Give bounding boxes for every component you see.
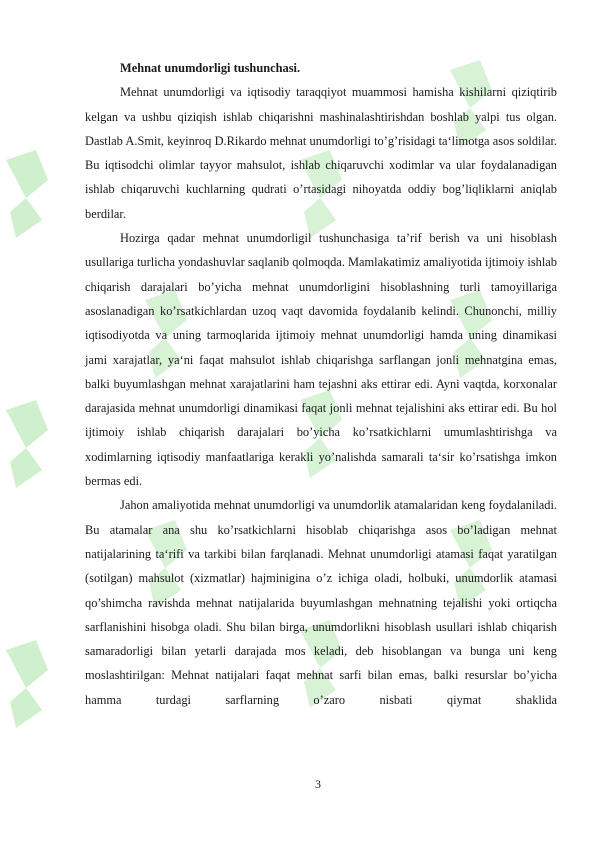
paragraph: Jahon amaliyotida mehnat unumdorligi va unumdorlik atamalaridan keng foydalaniladi. Bu atamalar ana shu ko’rsatkichlarni hisoblab chiqarishga asos bo’ladigan mehnat natijalarining ta‘rifi va tarkibi bilan farqlanadi. Mehnat unumdorligi atamasi faqat yaratilgan (sotilgan) mahsulot (xizmatlar) hajminigina o’z ichiga oladi, holbuki, unumdorlik atamasi qo’shimcha ravishda mehnat natijalarida buyumlashgan mehnatning tejalishi yoki ortiqcha sarflanishini hisobga oladi. Shu bilan birga, unumdorlikni hisoblash usullari ishlab chiqarish samaradorligi bilan yetarli darajada mos keladi, deb hisoblangan va bunga uni keng moslashtirilgan: Mehnat natijalari faqat mehnat sarfi bilan emas, balki resurslar bo’yicha hamma turdagi sarflarning o’zaro nisbati qiymat shaklida: [85, 498, 557, 707]
green-leaf-logo-icon: [0, 150, 54, 238]
section-heading: Mehnat unumdorligi tushunchasi.: [120, 61, 301, 75]
paragraph: Hozirga qadar mehnat unumdorligil tushunchasiga ta’rif berish va uni hisoblash usullariga turlicha yondashuvlar saqlanib qolmoqda. Mamlakatimiz amaliyotida ijtimoiy ishlab chiqarish darajalari bo’yicha mehnat unumdorligini hisoblashning turli tamoyillariga asoslanadigan ko’rsatkichlardan uzoq vaqt davomida foydalanib kelindi. Chunonchi, milliy iqtisodiyotda va uning tarmoqlarida ijtimoiy mehnat unumdorligi hamda uning dinamikasi jami xarajatlar, ya‘ni faqat mahsulot ishlab chiqarishga sarflangan jonli mehnatgina emas, balki buyumlashgan mehnat xarajatlarini ham tejashni aks ettirar edi. Ayni vaqtda, korxonalar darajasida mehnat unumdorligi dinamikasi faqat jonli mehnat tejalishini aks ettirar edi. Bu hol ijtimoiy ishlab chiqarish darajalari bo’yicha ko’rsatkichlarni umumlashtirishga va xodimlarning iqtisodiy manfaatlariga kerakli yo’nalishda samarali ta‘sir ko’rsatishga imkon bermas edi.: [85, 231, 557, 489]
paragraph: Mehnat unumdorligi va iqtisodiy taraqqiyot muammosi hamisha kishilarni qiziqtirib kelgan va ushbu qiziqish ishlab chiqarishni mashinalashtirishdan boshlab yalpi tus olgan. Dastlab A.Smit, keyinroq D.Rikardo mehnat unumdorligi to’g’risidagi ta‘limotga asos soldilar. Bu iqtisodchi olimlar tayyor mahsulot, ishlab chiqaruvchi xodimlar va ular foydalanadigan ishlab chiqaruvchi kuchlarning qudrati o’rtasidagi nihoyatda oddiy bog’liqliklarni aniqlab berdilar.: [85, 85, 557, 221]
green-leaf-logo-icon: [0, 640, 54, 728]
page-number: 3: [315, 777, 321, 791]
green-leaf-logo-icon: [0, 400, 54, 488]
document-body: [85, 56, 557, 712]
